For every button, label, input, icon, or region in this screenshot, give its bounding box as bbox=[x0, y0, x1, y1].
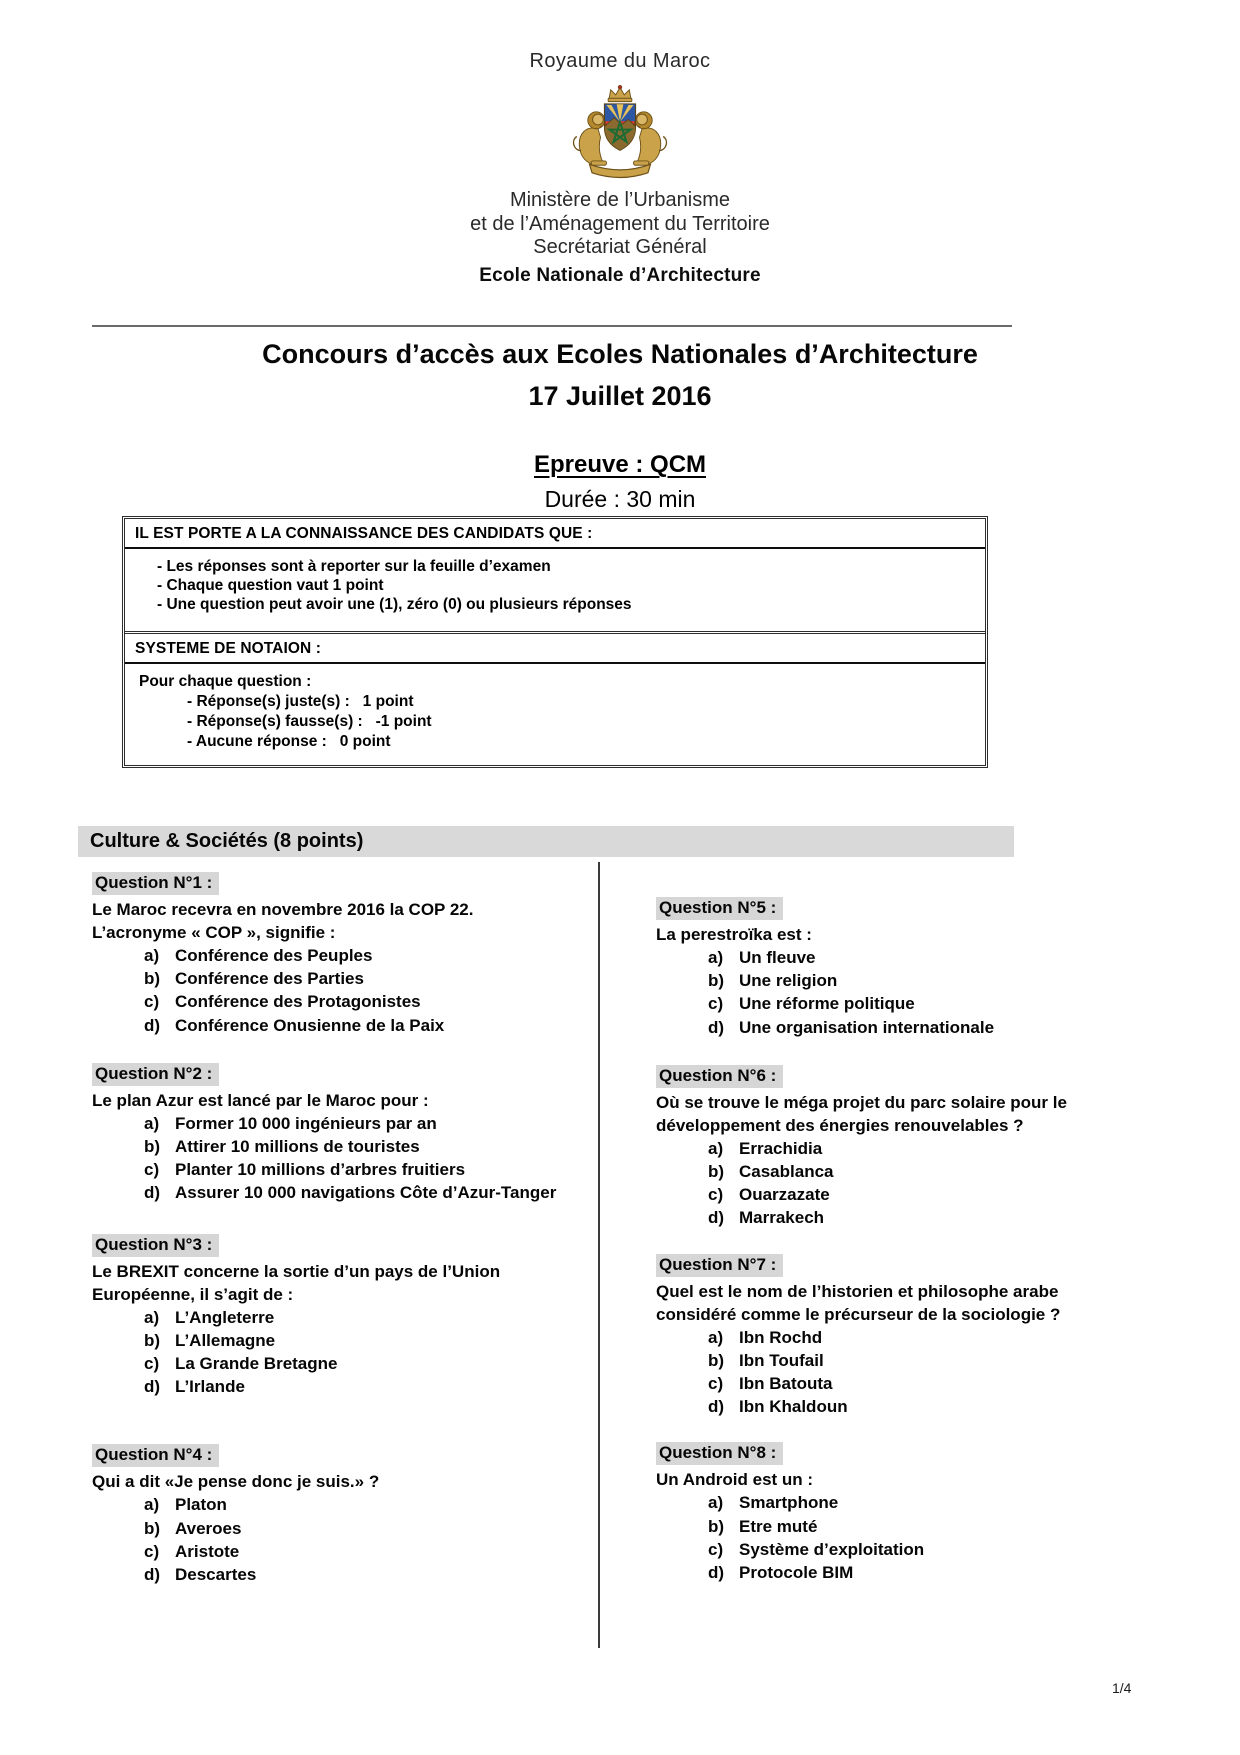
question-block-3 bbox=[92, 1234, 588, 1399]
option-letter: b) bbox=[144, 1137, 161, 1157]
question-text: Le BREXIT concerne la sortie d’un pays de l’Union bbox=[92, 1261, 501, 1281]
option-row bbox=[656, 992, 1166, 1015]
question-label: Question N°8 : bbox=[656, 1442, 783, 1465]
option-letter: c) bbox=[708, 1539, 724, 1559]
option-letter: b) bbox=[708, 1162, 725, 1182]
section-header-culture-societes: Culture & Sociétés (8 points) bbox=[78, 826, 1014, 857]
option-letter: d) bbox=[144, 1377, 161, 1397]
question-text: Un Android est un : bbox=[656, 1470, 814, 1490]
option-row bbox=[656, 946, 1166, 969]
option-letter: b) bbox=[144, 1518, 161, 1538]
document-header bbox=[0, 50, 1240, 287]
option-text: Errachidia bbox=[739, 1138, 823, 1158]
option-row bbox=[656, 1395, 1166, 1418]
morocco-coat-of-arms-icon bbox=[559, 83, 681, 183]
notice-body bbox=[125, 549, 985, 631]
option-text: Ibn Toufail bbox=[739, 1350, 824, 1370]
column-divider-line bbox=[598, 862, 600, 1648]
option-letter: c) bbox=[708, 994, 724, 1014]
header-divider-rule bbox=[92, 325, 1012, 327]
grading-item: - Réponse(s) juste(s) : 1 point bbox=[187, 693, 414, 710]
option-letter: a) bbox=[144, 1113, 160, 1133]
option-text: Smartphone bbox=[739, 1493, 839, 1513]
question-label: Question N°6 : bbox=[656, 1065, 783, 1088]
question-label: Question N°1 : bbox=[92, 872, 219, 895]
option-row bbox=[92, 1329, 588, 1352]
option-letter: c) bbox=[144, 1160, 160, 1180]
option-letter: d) bbox=[144, 1565, 161, 1585]
option-letter: d) bbox=[708, 1563, 725, 1583]
option-row bbox=[92, 1540, 588, 1563]
candidates-notice-box bbox=[122, 516, 988, 768]
question-text: L’acronyme « COP », signifie : bbox=[92, 923, 336, 942]
option-row bbox=[92, 990, 588, 1013]
option-text: L’Angleterre bbox=[175, 1307, 275, 1327]
option-letter: d) bbox=[708, 1208, 725, 1228]
option-letter: c) bbox=[708, 1374, 724, 1394]
option-text: Ibn Khaldoun bbox=[739, 1397, 848, 1417]
option-text: Former 10 000 ingénieurs par an bbox=[175, 1113, 437, 1133]
question-text: Qui a dit «Je pense donc je suis.» ? bbox=[92, 1472, 380, 1492]
ministry-line-1: Ministère de l’Urbanisme bbox=[509, 189, 731, 211]
option-text: Une religion bbox=[739, 971, 838, 991]
option-text: Conférence des Peuples bbox=[175, 946, 373, 965]
option-text: Casablanca bbox=[739, 1162, 834, 1182]
school-name: Ecole Nationale d’Architecture bbox=[479, 264, 761, 286]
grading-item: - Aucune réponse : 0 point bbox=[187, 733, 391, 750]
option-text: Assurer 10 000 navigations Côte d’Azur-Tanger bbox=[175, 1183, 557, 1203]
option-text: Une organisation internationale bbox=[739, 1017, 995, 1037]
option-letter: b) bbox=[708, 1516, 725, 1536]
question-label: Question N°4 : bbox=[92, 1444, 219, 1467]
option-text: Averoes bbox=[175, 1518, 242, 1538]
option-letter: c) bbox=[144, 1541, 160, 1561]
option-row bbox=[656, 1016, 1166, 1039]
question-block-4 bbox=[92, 1444, 588, 1586]
option-row bbox=[656, 1561, 1166, 1584]
option-text: Conférence Onusienne de la Paix bbox=[175, 1015, 445, 1035]
option-row bbox=[656, 1372, 1166, 1395]
option-row bbox=[92, 1352, 588, 1375]
option-text: Descartes bbox=[175, 1565, 257, 1585]
question-block-8 bbox=[656, 1442, 1166, 1584]
question-label: Question N°5 : bbox=[656, 897, 783, 920]
option-row bbox=[656, 1491, 1166, 1514]
option-text: La Grande Bretagne bbox=[175, 1354, 338, 1374]
notice-item: - Une question peut avoir une (1), zéro (0) ou plusieurs réponses bbox=[157, 596, 632, 613]
option-row bbox=[656, 969, 1166, 992]
option-letter: a) bbox=[144, 1495, 160, 1515]
option-letter: a) bbox=[708, 948, 724, 967]
option-row bbox=[92, 1135, 588, 1158]
option-text: Une réforme politique bbox=[739, 994, 915, 1014]
option-letter: d) bbox=[144, 1015, 161, 1035]
exam-title-line1: Concours d’accès aux Ecoles Nationales d’Architecture bbox=[262, 339, 978, 369]
option-text: Un fleuve bbox=[739, 948, 816, 967]
questions-column-right bbox=[656, 897, 1166, 1584]
option-row bbox=[92, 1158, 588, 1181]
grading-body bbox=[125, 664, 985, 765]
option-letter: c) bbox=[708, 1185, 724, 1205]
option-text: Conférence des Protagonistes bbox=[175, 992, 421, 1012]
ministry-line-3: Secrétariat Général bbox=[533, 236, 707, 258]
option-text: Système d’exploitation bbox=[739, 1539, 925, 1559]
option-letter: a) bbox=[144, 1307, 160, 1327]
option-row bbox=[92, 1181, 588, 1204]
option-text: L’Irlande bbox=[175, 1377, 245, 1397]
page-number: 1/4 bbox=[1112, 1680, 1132, 1696]
country-title: Royaume du Maroc bbox=[529, 50, 711, 72]
question-block-2 bbox=[92, 1063, 588, 1205]
question-label: Question N°3 : bbox=[92, 1234, 219, 1257]
option-letter: c) bbox=[144, 992, 160, 1012]
option-row bbox=[92, 1375, 588, 1398]
option-row bbox=[92, 1306, 588, 1329]
option-letter: b) bbox=[708, 1350, 725, 1370]
grading-item: - Réponse(s) fausse(s) : -1 point bbox=[187, 713, 432, 730]
option-text: Aristote bbox=[175, 1541, 240, 1561]
option-letter: b) bbox=[708, 971, 725, 991]
question-label: Question N°2 : bbox=[92, 1063, 219, 1086]
option-row bbox=[656, 1515, 1166, 1538]
option-row bbox=[656, 1183, 1166, 1206]
exam-title-block bbox=[0, 333, 1240, 417]
option-row bbox=[656, 1206, 1166, 1229]
exam-title-date: 17 Juillet 2016 bbox=[528, 381, 712, 411]
exam-duration: Durée : 30 min bbox=[544, 486, 696, 512]
option-text: Protocole BIM bbox=[739, 1563, 854, 1583]
option-letter: b) bbox=[144, 969, 161, 989]
option-letter: a) bbox=[708, 1138, 724, 1158]
option-text: Planter 10 millions d’arbres fruitiers bbox=[175, 1160, 466, 1180]
option-row bbox=[92, 1517, 588, 1540]
notice-item: - Chaque question vaut 1 point bbox=[157, 577, 384, 594]
option-text: Attirer 10 millions de touristes bbox=[175, 1137, 420, 1157]
option-row bbox=[92, 967, 588, 990]
question-text: considéré comme le précurseur de la sociologie ? bbox=[656, 1304, 1061, 1324]
option-letter: b) bbox=[144, 1330, 161, 1350]
question-text: développement des énergies renouvelables ? bbox=[656, 1115, 1024, 1135]
option-text: Ibn Rochd bbox=[739, 1327, 823, 1347]
question-block-1 bbox=[92, 872, 588, 1037]
option-row bbox=[656, 1349, 1166, 1372]
option-letter: a) bbox=[708, 1327, 724, 1347]
question-block-7 bbox=[656, 1254, 1166, 1419]
option-text: Ibn Batouta bbox=[739, 1374, 833, 1394]
question-text: Le plan Azur est lancé par le Maroc pour : bbox=[92, 1090, 429, 1110]
notice-header: IL EST PORTE A LA CONNAISSANCE DES CANDIDATS QUE : bbox=[125, 519, 985, 549]
question-text: Quel est le nom de l’historien et philosophe arabe bbox=[656, 1281, 1059, 1301]
question-text: Européenne, il s’agit de : bbox=[92, 1284, 294, 1304]
option-text: Marrakech bbox=[739, 1208, 825, 1228]
option-row bbox=[92, 1112, 588, 1135]
option-letter: a) bbox=[708, 1493, 724, 1513]
exam-type-heading bbox=[0, 451, 1240, 479]
question-block-6 bbox=[656, 1065, 1166, 1230]
option-row bbox=[656, 1137, 1166, 1160]
notice-item: - Les réponses sont à reporter sur la feuille d’examen bbox=[157, 558, 551, 575]
option-letter: d) bbox=[708, 1017, 725, 1037]
option-letter: d) bbox=[144, 1183, 161, 1203]
option-text: Platon bbox=[175, 1495, 227, 1515]
question-label: Question N°7 : bbox=[656, 1254, 783, 1277]
option-text: L’Allemagne bbox=[175, 1330, 276, 1350]
option-text: Ouarzazate bbox=[739, 1185, 830, 1205]
option-row bbox=[656, 1326, 1166, 1349]
question-block-5 bbox=[656, 897, 1166, 1039]
grading-header: SYSTEME DE NOTAION : bbox=[125, 631, 985, 664]
question-text: Le Maroc recevra en novembre 2016 la COP 22. bbox=[92, 900, 474, 919]
ministry-line-2: et de l’Aménagement du Territoire bbox=[470, 212, 770, 235]
option-row bbox=[92, 1014, 588, 1037]
option-letter: d) bbox=[708, 1397, 725, 1417]
option-row bbox=[92, 944, 588, 967]
grading-intro: Pour chaque question : bbox=[139, 673, 312, 690]
question-text: Où se trouve le méga projet du parc solaire pour le bbox=[656, 1092, 1067, 1112]
option-row bbox=[92, 1563, 588, 1586]
option-letter: c) bbox=[144, 1354, 160, 1374]
option-text: Conférence des Parties bbox=[175, 969, 364, 989]
option-row bbox=[92, 1493, 588, 1516]
option-letter: a) bbox=[144, 946, 160, 965]
exam-type-text: Epreuve : QCM bbox=[533, 451, 707, 478]
questions-column-left bbox=[92, 872, 588, 1586]
option-row bbox=[656, 1160, 1166, 1183]
option-text: Etre muté bbox=[739, 1516, 818, 1536]
option-row bbox=[656, 1538, 1166, 1561]
question-text: La perestroïka est : bbox=[656, 925, 812, 944]
